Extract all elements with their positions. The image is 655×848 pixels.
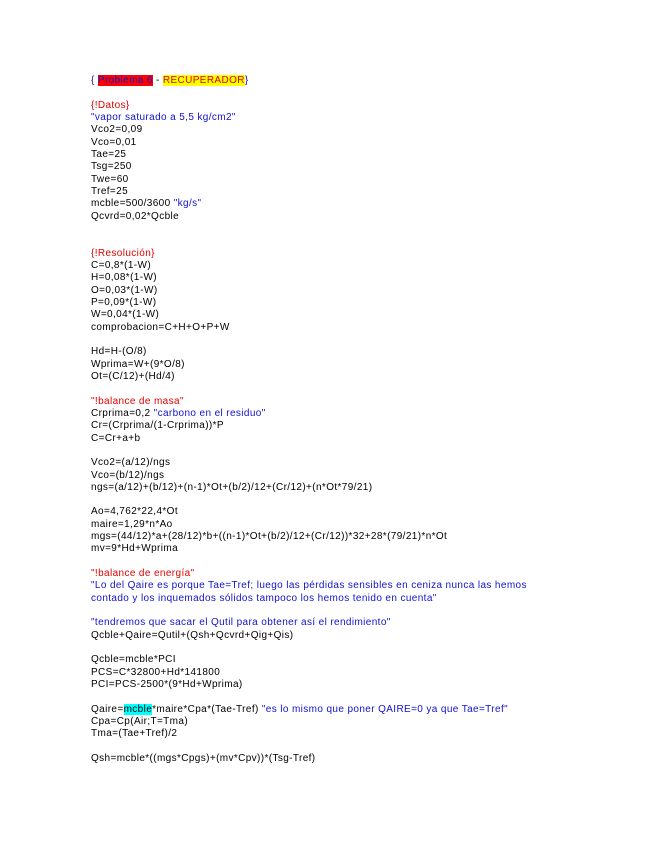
- code-line: [91, 272, 631, 284]
- code-line: [91, 679, 631, 691]
- code-text: Qaire=: [91, 703, 124, 715]
- code-line: [91, 322, 631, 334]
- highlighted-comment-text: Problema 6: [97, 75, 153, 86]
- code-line: [91, 593, 631, 605]
- code-line: [91, 137, 631, 149]
- code-line: [91, 285, 631, 297]
- blank-line: [91, 605, 631, 617]
- code-text: Vco=0,01: [91, 136, 137, 148]
- blank-line: [91, 741, 631, 753]
- code-text: Vco=(b/12)/ngs: [91, 469, 165, 481]
- code-text: *maire*Cpa*(Tae-Tref): [152, 703, 262, 715]
- code-line: [91, 161, 631, 173]
- code-text: Qcvrd=0,02*Qcble: [91, 210, 180, 222]
- code-line: [91, 543, 631, 555]
- code-text: Ao=4,762*22,4*Ot: [91, 506, 178, 518]
- code-text: Vco2=0,09: [91, 124, 143, 136]
- code-line: [91, 617, 631, 629]
- code-line: [91, 174, 631, 186]
- code-text: Crprima=0,2: [91, 407, 154, 419]
- section-heading: "!balance de masa": [91, 395, 184, 407]
- code-text: P=0,09*(1-W): [91, 296, 157, 308]
- code-text: Qcble+Qaire=Qutil+(Qsh+Qcvrd+Qig+Qis): [91, 629, 294, 641]
- code-line: [91, 728, 631, 740]
- code-text: Tae=25: [91, 148, 127, 160]
- comment-text: "vapor saturado a 5,5 kg/cm2": [91, 111, 236, 123]
- code-line: [91, 506, 631, 518]
- comment-text: "carbono en el residuo": [153, 407, 266, 419]
- code-line: [91, 112, 631, 124]
- code-text: Vco2=(a/12)/ngs: [91, 457, 171, 469]
- blank-line: [91, 235, 631, 247]
- code-text: mgs=(44/12)*a+(28/12)*b+((n-1)*Ot+(b/2)/12+(Cr/12))*32+28*(79/21)*n*Ot: [91, 531, 448, 543]
- code-line: [91, 149, 631, 161]
- code-text: maire=1,29*n*Ao: [91, 518, 173, 530]
- code-text: Qcble=mcble*PCI: [91, 654, 176, 666]
- code-text: H=0,08*(1-W): [91, 272, 157, 284]
- code-text: Wprima=W+(9*O/8): [91, 358, 185, 370]
- comment-text: "tendremos que sacar el Qutil para obtener así el rendimiento": [91, 617, 391, 629]
- code-text: Ot=(C/12)+(Hd/4): [91, 370, 175, 382]
- code-text: comprobacion=C+H+O+P+W: [91, 321, 230, 333]
- code-line: [91, 371, 631, 383]
- code-text: Hd=H-(O/8): [91, 346, 147, 358]
- code-line: [91, 482, 631, 494]
- code-text: Twe=60: [91, 173, 129, 185]
- code-line: [91, 470, 631, 482]
- code-text: O=0,03*(1-W): [91, 284, 158, 296]
- code-text: mcble=500/3600: [91, 198, 174, 210]
- code-line: [91, 100, 631, 112]
- code-line: [91, 531, 631, 543]
- code-text: mv=9*Hd+Wprima: [91, 543, 179, 555]
- code-line: [91, 309, 631, 321]
- code-line: [91, 198, 631, 210]
- code-line: [91, 186, 631, 198]
- code-line: [91, 630, 631, 642]
- code-line: [91, 346, 631, 358]
- code-line: [91, 297, 631, 309]
- blank-line: [91, 383, 631, 395]
- code-text: Cr=(Crprima/(1-Crprima))*P: [91, 420, 224, 432]
- code-line: [91, 260, 631, 272]
- code-line: [91, 75, 631, 87]
- comment-text: "es lo mismo que poner QAIRE=0 ya que Tae=Tref": [261, 703, 509, 715]
- code-line: [91, 580, 631, 592]
- code-line: [91, 519, 631, 531]
- section-heading: {!Datos}: [91, 99, 130, 111]
- code-text: C=Cr+a+b: [91, 432, 141, 444]
- code-line: [91, 704, 631, 716]
- code-line: [91, 248, 631, 260]
- code-text: Tma=(Tae+Tref)/2: [91, 728, 178, 740]
- blank-line: [91, 691, 631, 703]
- blank-line: [91, 334, 631, 346]
- code-line: [91, 420, 631, 432]
- code-text: -: [152, 75, 163, 86]
- code-text: Tsg=250: [91, 161, 132, 173]
- blank-line: [91, 445, 631, 457]
- code-line: [91, 396, 631, 408]
- blank-line: [91, 494, 631, 506]
- code-line: [91, 124, 631, 136]
- comment-text: contado y los inquemados sólidos tampoco los hemos tenido en cuenta": [91, 592, 437, 604]
- code-text: PCI=PCS-2500*(9*Hd+Wprima): [91, 679, 243, 691]
- comment-text: }: [244, 75, 249, 86]
- code-text: W=0,04*(1-W): [91, 309, 160, 321]
- code-line: [91, 433, 631, 445]
- comment-text: {: [91, 75, 98, 86]
- code-line: [91, 568, 631, 580]
- section-heading: {!Resolución}: [91, 247, 155, 259]
- code-line: [91, 457, 631, 469]
- comment-text: "Lo del Qaire es porque Tae=Tref; luego las pérdidas sensibles en ceniza nunca las hemos: [91, 580, 527, 592]
- code-line: [91, 408, 631, 420]
- code-text: Cpa=Cp(Air;T=Tma): [91, 716, 189, 728]
- code-listing: [91, 75, 631, 765]
- code-text: PCS=C*32800+Hd*141800: [91, 666, 221, 678]
- section-heading: "!balance de energía": [91, 568, 195, 580]
- blank-line: [91, 556, 631, 568]
- blank-line: [91, 87, 631, 99]
- blank-line: [91, 642, 631, 654]
- blank-line: [91, 223, 631, 235]
- code-line: [91, 211, 631, 223]
- code-line: [91, 716, 631, 728]
- code-text: Tref=25: [91, 185, 129, 197]
- code-text: Qsh=mcble*((mgs*Cpgs)+(mv*Cpv))*(Tsg-Tref): [91, 753, 316, 765]
- code-line: [91, 359, 631, 371]
- code-line: [91, 667, 631, 679]
- code-line: [91, 753, 631, 765]
- code-text: ngs=(a/12)+(b/12)+(n-1)*Ot+(b/2)/12+(Cr/12)+(n*Ot*79/21): [91, 481, 373, 493]
- highlighted-section-heading: RECUPERADOR: [162, 75, 245, 86]
- highlighted-code-text: mcble: [123, 703, 153, 715]
- code-line: [91, 654, 631, 666]
- comment-text: "kg/s": [173, 198, 202, 210]
- code-text: C=0,8*(1-W): [91, 259, 152, 271]
